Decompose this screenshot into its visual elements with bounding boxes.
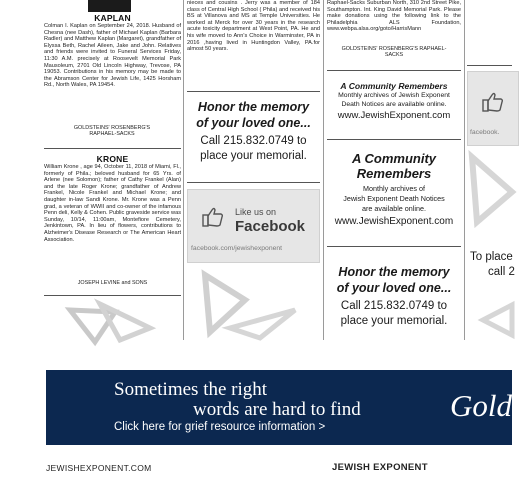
ad-title: A Community [351,151,437,166]
obituary-text: nieces and cousins . Jerry was a member of 184 class of Central High School ( Phila) and received his BS at Villanova and MS at Temple Universities. He worked at Merck for over 30 years in the research acute toxicity department at West Point, PA. He and his wife moved to Ann's Choice in Warminster, PA in 2016 ,having lived in Huntingdon Valley, PA.for almost 50 years. [187,0,320,53]
ad-text: place your memorial. [340,314,448,327]
facebook-url[interactable]: facebook. [470,129,500,136]
ad-text: Death Notices are available online. [341,100,447,108]
goldsteins-logo: Golds [450,388,524,423]
grief-resource-banner[interactable] [46,370,524,445]
divider [327,139,461,140]
obituary-text: Colman I. Kaplan on September 24, 2018. Husband of Chesna (nee Dash), father of Michael Kaplan (Barbara Radler) and Matthew Kaplan (Margaret), grandfather of Elyssa Beth, Rachel Aileen, Jake and John. Relatives and friends were invited to Funeral Services Friday, 11:30 A.M. precisely at Roosevelt Memorial Park Mausoleum, 2701 Old Lincoln Highway, Trevose, PA 19053. Contributions in his memory may be made to the Abramson Center for Jewish Life, 1425 Horsham Rd., North Wales, PA 19454. [44,23,181,89]
facebook-ad[interactable] [187,189,320,263]
funeral-home: JOSEPH LEVINE and SONS [77,280,148,286]
divider [187,91,320,92]
funeral-home: GOLDSTEINS' ROSENBERG'S RAPHAEL-SACKS [341,46,447,59]
banner-line-2: words are hard to find [193,399,361,420]
obituary-name: KRONE [96,154,129,164]
obituary-text: William Krone , age 94, October 11, 2018 of Miami, Fl., formerly of Phila.; beloved husband for 65 Yrs. of Arlene (nee Solomon); father of Cathy Frankel (Alan) and the late Roger Krone; grandfather of Andrew Frankel, Nicole Frankel and Michael Krone; and daughter in-law Sandi Krone. Mr. Krone was a Penn grad, a veteran of WWII and co-owner of the infamous Penn deli, Kelly & Cohen. Public graveside service was Sunday, 10/14, 11:00am, Montefiore Cemetery, Jenkintown, PA. In lieu of flowers, contributions to Alzheimer's Disease Research or The American Heart Association. [44,164,181,243]
ad-text: To place [470,251,513,263]
divider [44,148,181,149]
facebook-ad[interactable] [467,71,519,146]
community-remembers-ad[interactable] [327,81,461,123]
ad-text: Monthly archives of Jewish Exponent [338,92,450,99]
banner-line-1: Sometimes the right [114,379,268,400]
ad-text: place your memorial. [200,149,307,162]
footer-publication: JEWISH EXPONENT [332,462,428,473]
ad-phone: Call 215.832.0749 to [340,300,448,312]
star-of-david-graphic [467,152,512,227]
obituary-text: Raphael-Sacks Suburban North, 310 2nd Street Pike, Southampton. Int. King David Memorial Park. Please make donations using the following link to the Philadelphia ALS Foundation, www.webpa.alsa.org/goto/HarrisMann [327,0,461,33]
divider [187,182,320,183]
thumbs-up-icon [202,207,224,227]
star-of-david-graphic [478,300,512,340]
banner-cta-link[interactable]: Click here for grief resource information > [114,421,326,433]
divider [327,70,461,71]
ad-text: are available online. [362,204,426,213]
ad-url[interactable]: www.JewishExponent.com [337,110,451,121]
ad-text: call 2 [488,266,515,278]
obituary-name: KAPLAN [94,13,131,23]
ad-title: Remembers [356,166,432,181]
ad-phone: Call 215.832.0749 to [200,135,307,147]
ad-headline: Honor the memory [338,265,450,279]
ad-headline: Honor the memory [197,100,310,114]
footer-website: JEWISHEXPONENT.COM [46,463,152,473]
memorial-ad[interactable] [187,100,320,163]
ad-url[interactable]: www.JewishExponent.com [334,216,454,227]
ad-headline: of your loved one... [336,280,452,295]
star-of-david-graphic [60,300,170,344]
divider [44,295,181,296]
obituary-photo [88,0,131,12]
community-remembers-ad[interactable] [327,151,461,229]
column-rule [464,0,465,340]
column-rule [183,0,184,340]
column-rule [323,0,324,340]
memorial-ad[interactable] [327,265,461,328]
facebook-brand: Facebook [235,218,306,235]
funeral-home: GOLDSTEINS' ROSENBERG'S RAPHAEL-SACKS [73,125,151,138]
divider [467,65,512,66]
ad-text: Monthly archives of [363,184,425,193]
like-label: Like us on [235,207,277,217]
thumbs-up-icon [482,92,504,112]
ad-headline: of your loved one... [196,115,311,130]
ad-title: A Community Remembers [340,81,448,91]
facebook-url[interactable]: facebook.com/jewishexponent [191,245,283,252]
divider [327,246,461,247]
memorial-ad-partial[interactable] [470,250,515,280]
ad-text: Jewish Exponent Death Notices [343,194,445,203]
star-of-david-graphic [190,270,315,340]
